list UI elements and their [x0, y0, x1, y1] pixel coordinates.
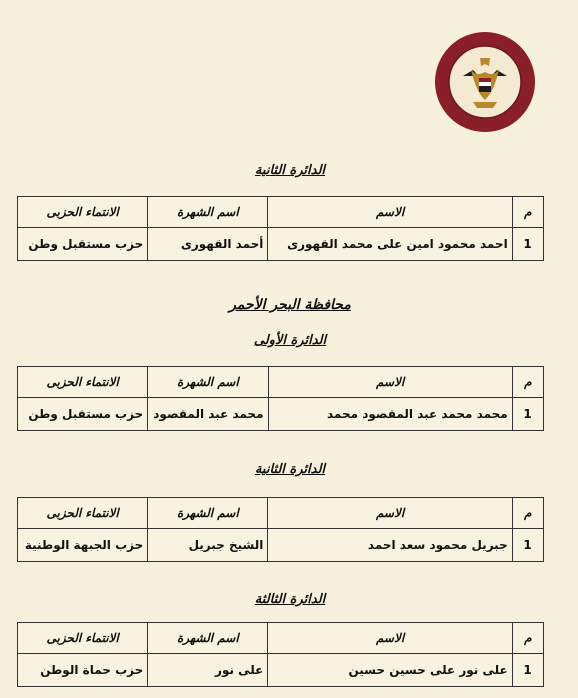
- cell-fame: أحمد القهورى: [148, 228, 268, 261]
- table-row: [18, 228, 544, 261]
- candidates-table-district-2: [17, 196, 544, 261]
- header-fame: اسم الشهرة: [148, 498, 268, 529]
- header-party: الانتماء الحزبى: [18, 498, 148, 529]
- header-name: الاسم: [268, 197, 512, 228]
- cell-name: محمد محمد عبد المقصود محمد: [268, 398, 512, 431]
- header-num: م: [512, 498, 543, 529]
- governorate-title: محافظة البحر الأحمر: [229, 297, 351, 313]
- cell-party: حزب مستقبل وطن: [18, 398, 148, 431]
- cell-fame: على نور: [148, 654, 268, 687]
- header-party: الانتماء الحزبى: [18, 197, 148, 228]
- header-party: الانتماء الحزبى: [18, 623, 148, 654]
- table-header-row: [18, 367, 544, 398]
- header-fame: اسم الشهرة: [148, 197, 268, 228]
- header-name: الاسم: [268, 498, 512, 529]
- cell-num: 1: [512, 228, 543, 261]
- section-title-district-3: الدائرة الثالثة: [254, 592, 326, 607]
- header-num: م: [512, 197, 543, 228]
- header-name: الاسم: [268, 623, 512, 654]
- section-title-district-1: الدائرة الأولى: [253, 333, 327, 348]
- cell-num: 1: [512, 398, 543, 431]
- cell-name: جبريل محمود سعد احمد: [268, 529, 512, 562]
- cell-party: حزب حماة الوطن: [18, 654, 148, 687]
- cell-party: حزب مستقبل وطن: [18, 228, 148, 261]
- header-name: الاسم: [268, 367, 512, 398]
- table-row: [18, 654, 544, 687]
- table-row: [18, 398, 544, 431]
- section-title-district-2-red-sea: الدائرة الثانية: [254, 462, 326, 477]
- header-num: م: [512, 623, 543, 654]
- cell-party: حزب الجبهة الوطنية: [18, 529, 148, 562]
- cell-num: 1: [512, 654, 543, 687]
- header-fame: اسم الشهرة: [148, 623, 268, 654]
- table-header-row: [18, 498, 544, 529]
- cell-name: احمد محمود امين على محمد القهورى: [268, 228, 512, 261]
- national-election-authority-logo: [433, 30, 537, 134]
- table-header-row: [18, 623, 544, 654]
- candidates-table-district-3: [17, 622, 544, 687]
- candidates-table-district-2-red-sea: [17, 497, 544, 562]
- cell-fame: محمد عبد المقصود: [148, 398, 268, 431]
- table-row: [18, 529, 544, 562]
- header-party: الانتماء الحزبى: [18, 367, 148, 398]
- cell-num: 1: [512, 529, 543, 562]
- cell-name: على نور على حسين حسين: [268, 654, 512, 687]
- table-header-row: [18, 197, 544, 228]
- section-title-district-2: الدائرة الثانية: [254, 163, 326, 178]
- candidates-table-district-1: [17, 366, 544, 431]
- header-fame: اسم الشهرة: [148, 367, 268, 398]
- header-num: م: [512, 367, 543, 398]
- cell-fame: الشيخ جبريل: [148, 529, 268, 562]
